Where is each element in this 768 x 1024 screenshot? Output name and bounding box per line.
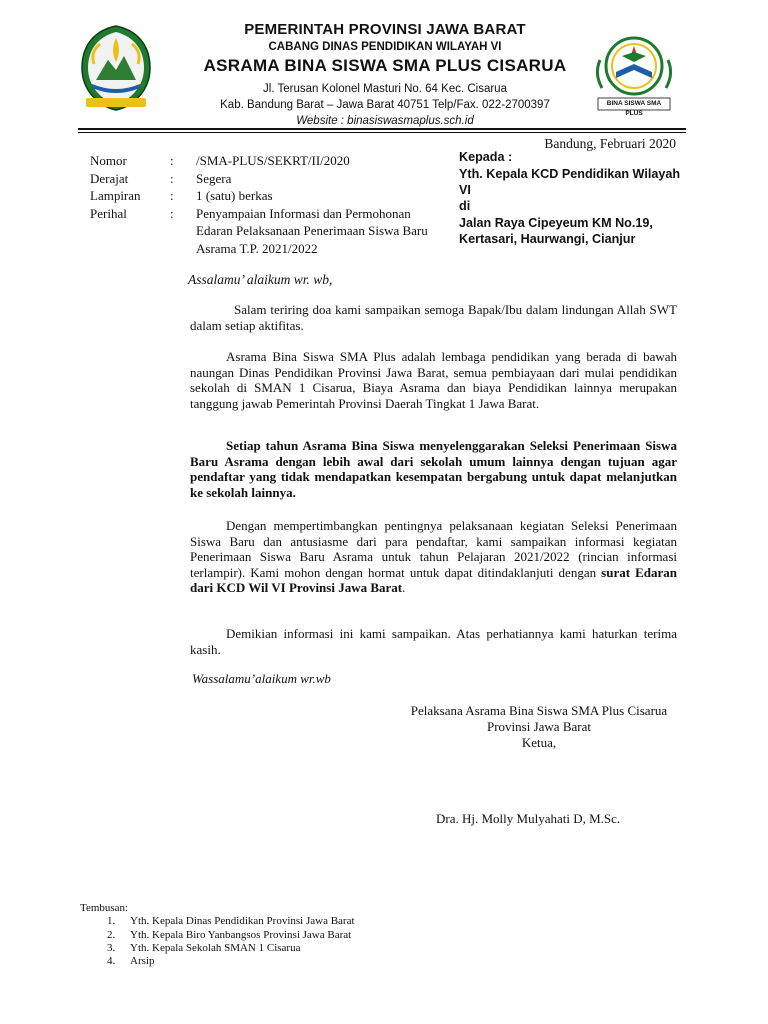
recipient-block bbox=[459, 150, 689, 248]
tembusan-item: 4. Arsip bbox=[118, 955, 355, 968]
tembusan-title: Tembusan: bbox=[80, 902, 129, 914]
recipient-kepada: Kepada : bbox=[459, 150, 513, 164]
meta-nomor-value: /SMA-PLUS/SEKRT/II/2020 bbox=[196, 153, 350, 168]
letter-date: Bandung, Februari 2020 bbox=[544, 136, 676, 151]
meta-derajat-value: Segera bbox=[196, 170, 232, 186]
letterhead-government: PEMERINTAH PROVINSI JAWA BARAT bbox=[244, 21, 526, 38]
jawa-barat-seal-logo bbox=[78, 24, 154, 112]
recipient-name: Yth. Kepala KCD Pendidikan Wilayah VI bbox=[459, 166, 681, 197]
meta-perihal-value: Penyampaian Informasi dan Permohonan Edaran Pelaksanaan Penerimaan Siswa Baru Asrama T.P. 2021/2022 bbox=[196, 205, 428, 256]
paragraph-1: Salam teriring doa kami sampaikan semoga Bapak/Ibu dalam lindungan Allah SWT dalam setiap aktifitas. bbox=[190, 302, 677, 333]
recipient-address: Jalan Raya Cipeyeum KM No.19, Kertasari, Haurwangi, Cianjur bbox=[459, 216, 653, 246]
letterhead-rule-thick bbox=[78, 128, 686, 130]
paragraph-5: Demikian informasi ini kami sampaikan. Atas perhatiannya kami haturkan terima kasih. bbox=[190, 626, 677, 657]
letterhead-address: Jl. Terusan Kolonel Masturi No. 64 Kec. Cisarua bbox=[263, 83, 507, 95]
paragraph-4-emphasis: surat Edaran dari KCD Wil VI Provinsi Jawa Barat bbox=[190, 564, 677, 596]
signature-title: Pelaksana Asrama Bina Siswa SMA Plus Cisarua bbox=[410, 703, 668, 718]
letterhead-branch: CABANG DINAS PENDIDIKAN WILAYAH VI bbox=[268, 41, 502, 53]
tembusan-item: 2. Yth. Kepala Biro Yanbangsos Provinsi Jawa Barat bbox=[118, 929, 355, 942]
signature-province: Provinsi Jawa Barat bbox=[487, 719, 591, 734]
meta-lampiran-value: 1 (satu) berkas bbox=[196, 188, 273, 203]
letterhead-city-phone: Kab. Bandung Barat – Jawa Barat 40751 Telp/Fax. 022-2700397 bbox=[220, 99, 550, 111]
meta-derajat: Derajat : Segera bbox=[90, 170, 442, 188]
paragraph-2: Asrama Bina Siswa SMA Plus adalah lembaga pendidikan yang berada di bawah naungan Dinas Pendidikan Provinsi Jawa Barat, semua pembiayaan dari mulai pendidikan sekolah di SMAN 1 Cisarua, Biaya Asrama dan biaya Pendidikan lainnya merupakan tanggung jawab Pemerintah Provinsi Daerah Tingkat 1 Jawa Barat. bbox=[190, 349, 677, 411]
meta-nomor: Nomor : /SMA-PLUS/SEKRT/II/2020 bbox=[90, 152, 442, 170]
logo-caption: BINA SISWA SMA PLUS bbox=[606, 100, 662, 117]
signature-block bbox=[384, 703, 694, 751]
letterhead-website: Website : binasiswasmaplus.sch.id bbox=[296, 115, 474, 127]
letterhead-rule-thin bbox=[78, 132, 686, 133]
greeting: Assalamu’ alaikum wr. wb, bbox=[188, 272, 333, 287]
letterhead bbox=[150, 20, 620, 129]
signature-role: Ketua, bbox=[521, 735, 557, 750]
paragraph-3: Setiap tahun Asrama Bina Siswa menyelenggarakan Seleksi Penerimaan Siswa Baru Asrama dengan lebih awal dari sekolah umum lainnya dengan tujuan agar pendaftar yang tidak mendapatkan kesempatan bergabung untuk dapat melanjutkan ke sekolah lainnya. bbox=[190, 438, 677, 500]
meta-lampiran: Lampiran : 1 (satu) berkas bbox=[90, 187, 442, 205]
recipient-di: di bbox=[459, 199, 471, 214]
letterhead-institution: ASRAMA BINA SISWA SMA PLUS CISARUA bbox=[203, 56, 567, 75]
tembusan-item: 3. Yth. Kepala Sekolah SMAN 1 Cisarua bbox=[118, 942, 355, 955]
tembusan-block bbox=[80, 902, 355, 968]
letter-meta bbox=[90, 152, 442, 257]
closing-salutation: Wassalamu’alaikum wr.wb bbox=[192, 671, 331, 686]
signatory-name: Dra. Hj. Molly Mulyahati D, M.Sc. bbox=[436, 811, 621, 826]
paragraph-4: Dengan mempertimbangkan pentingnya pelaksanaan kegiatan Seleksi Penerimaan Siswa Baru dan antusiasme dari para pendaftar, kami sampaikan informasi kegiatan Penerimaan Siswa Baru Asrama untuk tahun Pelajaran 2021/2022 (rincian informasi terlampir). Kami mohon dengan hormat untuk dapat ditindaklanjuti dengan surat Edaran dari KCD Wil VI Provinsi Jawa Barat. bbox=[190, 518, 677, 596]
meta-perihal: Perihal : Penyampaian Informasi dan Permohonan Edaran Pelaksanaan Penerimaan Siswa Baru Asrama T.P. 2021/2022 bbox=[90, 205, 428, 256]
tembusan-item: 1. Yth. Kepala Dinas Pendidikan Provinsi Jawa Barat bbox=[118, 915, 355, 928]
tembusan-list bbox=[80, 915, 355, 968]
